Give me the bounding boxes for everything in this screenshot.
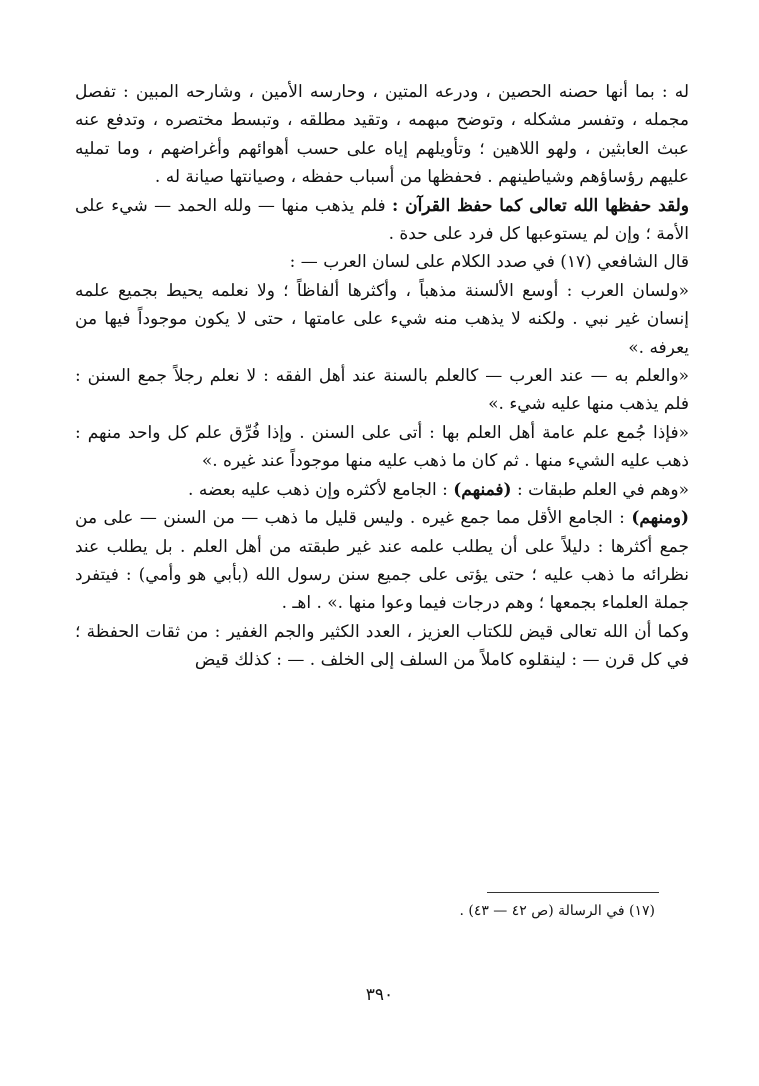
paragraph-8 xyxy=(75,504,689,618)
footnote: (١٧) في الرسالة (ص ٤٢ — ٤٣) . xyxy=(459,903,655,919)
paragraph-2 xyxy=(75,192,689,249)
bold-minhum-1: (فمنهم) xyxy=(453,479,512,500)
paragraph-9: وكما أن الله تعالى قيض للكتاب العزيز ، العدد الكثير والجم الغفير : من ثقات الحفظة ؛ في كل قرن — : لينقلوه كاملاً من السلف إلى الخلف . — : كذلك قيض xyxy=(75,621,689,671)
paragraph-7-text-c: : الجامع لأكثره وإن ذهب عليه بعضه . xyxy=(188,479,454,500)
page-number: ٣٩٠ xyxy=(365,985,394,1005)
paragraph-7 xyxy=(75,476,689,504)
paragraph-2-text: فلم يذهب منها — ولله الحمد — شيء على الأمة ؛ وإن لم يستوعبها كل فرد على حدة . xyxy=(75,195,689,245)
paragraph-7-text-a: «وهم في العلم طبقات : xyxy=(511,479,689,500)
paragraph-8-text: : الجامع الأقل مما جمع غيره . وليس قليل ما ذهب — من السنن — على من جمع أكثرها : دليلاً على أن يطلب علمه عند غير طبقته من أهل العلم . بل يطلب عند نظرائه ما ذهب عليه ؛ حتى يؤتى على جميع سنن رسول الله (بأبي هو وأمي) : فيتفرد جملة العلماء بجمعها ؛ وهم درجات فيما وعوا منها .» . اهـ . xyxy=(75,508,689,614)
footnote-divider xyxy=(487,892,659,893)
bold-minhum-2: (ومنهم) xyxy=(631,508,689,529)
bold-lead: ولقد حفظها الله تعالى كما حفظ القرآن : xyxy=(392,195,689,216)
paragraph-4: «ولسان العرب : أوسع الألسنة مذهباً ، وأكثرها ألفاظاً ؛ ولا نعلمه يحيط بجميع علمه إنسان غير نبي . ولكنه لا يذهب منه شيء على عامتها ، حتى لا يكون موجوداً فيها من يعرفه .» xyxy=(75,280,689,358)
paragraph-1: له : بما أنها حصنه الحصين ، ودرعه المتين ، وحارسه الأمين ، وشارحه المبين : تفصل مجمله ، وتفسر مشكله ، وتوضح مبهمه ، وتقيد مطلقه ، وتبسط مختصره ، وتدفع عنه عبث العابثين ، ولهو اللاهين ؛ وتأويلهم إياه على حسب أهوائهم وأغراضهم ، وما تمليه عليهم رؤساؤهم وشياطينهم . فحفظها من أسباب حفظه ، وصيانتها صيانة له . xyxy=(75,82,689,188)
paragraph-5: «والعلم به — عند العرب — كالعلم بالسنة عند أهل الفقه : لا نعلم رجلاً جمع السنن : فلم يذهب منها عليه شيء .» xyxy=(75,366,689,415)
paragraph-3: قال الشافعي (١٧) في صدد الكلام على لسان العرب — : xyxy=(289,252,689,273)
paragraph-6: «فإذا جُمع علم عامة أهل العلم بها : أتى على السنن . وإذا فُرِّق علم كل واحد منهم : ذهب عليه الشيء منها . ثم كان ما ذهب عليه منها موجوداً عند غيره .» xyxy=(75,422,689,472)
body-text xyxy=(75,78,689,675)
